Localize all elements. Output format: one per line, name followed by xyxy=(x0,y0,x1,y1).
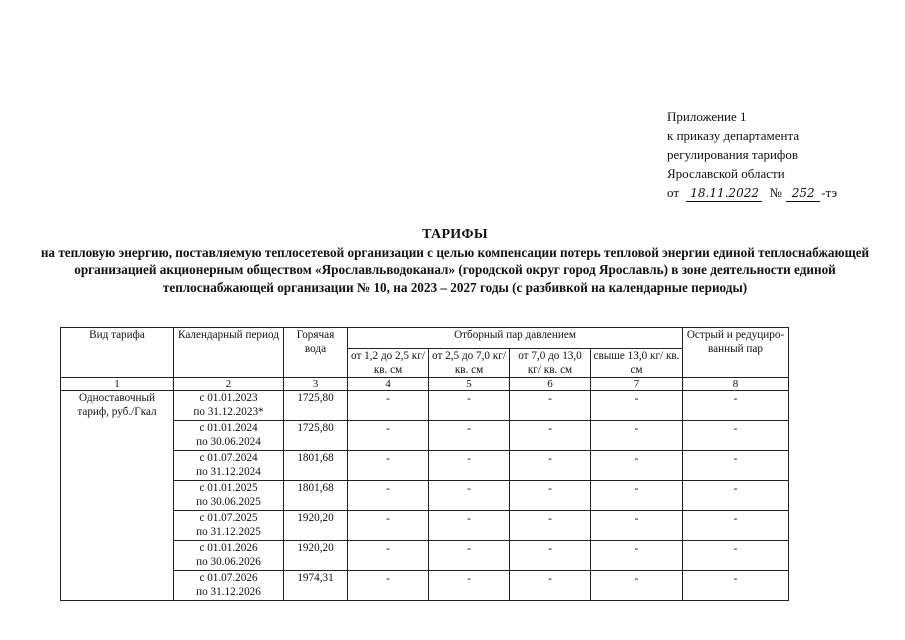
header-sharp-steam: Острый и редуциро-ванный пар xyxy=(683,328,789,378)
steam-sharp-value: - xyxy=(683,571,789,601)
appendix-date-number-line xyxy=(667,183,837,202)
period-to: по 31.12.2023* xyxy=(193,406,264,418)
hot-water-value: 1725,80 xyxy=(284,421,348,451)
steam-p1-value: - xyxy=(348,451,429,481)
steam-p3-value: - xyxy=(510,421,591,451)
handwritten-number: 252 xyxy=(786,186,820,202)
appendix-order-line: к приказу департамента xyxy=(667,128,800,143)
number-sign: № xyxy=(769,185,782,200)
appendix-department-line: регулирования тарифов xyxy=(667,147,798,162)
column-number: 6 xyxy=(510,378,591,391)
tariff-kind-cell: Одноставочный тариф, руб./Гкал xyxy=(61,391,174,601)
period-cell xyxy=(174,541,284,571)
steam-sharp-value: - xyxy=(683,541,789,571)
period-to: по 30.06.2025 xyxy=(196,496,261,508)
period-from: с 01.07.2024 xyxy=(199,452,258,464)
steam-p3-value: - xyxy=(510,451,591,481)
steam-p4-value: - xyxy=(591,571,683,601)
steam-sharp-value: - xyxy=(683,451,789,481)
steam-p3-value: - xyxy=(510,481,591,511)
handwritten-date: 18.11.2022 xyxy=(686,186,762,202)
period-to: по 30.06.2024 xyxy=(196,436,261,448)
steam-p3-value: - xyxy=(510,541,591,571)
period-from: с 01.07.2025 xyxy=(199,512,258,524)
column-number: 4 xyxy=(348,378,429,391)
steam-p4-value: - xyxy=(591,451,683,481)
column-number-row xyxy=(61,378,789,391)
period-to: по 30.06.2026 xyxy=(196,556,261,568)
steam-sharp-value: - xyxy=(683,391,789,421)
document-title: ТАРИФЫ xyxy=(422,227,488,242)
appendix-header xyxy=(667,107,837,202)
steam-p2-value: - xyxy=(429,541,510,571)
hot-water-value: 1920,20 xyxy=(284,511,348,541)
period-from: с 01.07.2026 xyxy=(199,572,258,584)
steam-p3-value: - xyxy=(510,391,591,421)
period-to: по 31.12.2025 xyxy=(196,526,261,538)
appendix-title: Приложение 1 xyxy=(667,109,747,124)
column-number: 1 xyxy=(61,378,174,391)
period-from: с 01.01.2025 xyxy=(199,482,258,494)
period-to: по 31.12.2024 xyxy=(196,466,261,478)
hot-water-value: 1725,80 xyxy=(284,391,348,421)
period-cell xyxy=(174,481,284,511)
hot-water-value: 1920,20 xyxy=(284,541,348,571)
steam-p3-value: - xyxy=(510,511,591,541)
period-cell xyxy=(174,571,284,601)
column-number: 8 xyxy=(683,378,789,391)
steam-p2-value: - xyxy=(429,511,510,541)
steam-p4-value: - xyxy=(591,481,683,511)
period-from: с 01.01.2026 xyxy=(199,542,258,554)
steam-p1-value: - xyxy=(348,541,429,571)
hot-water-value: 1801,68 xyxy=(284,481,348,511)
column-number: 3 xyxy=(284,378,348,391)
steam-p4-value: - xyxy=(591,421,683,451)
header-tariff-kind: Вид тарифа xyxy=(61,328,174,378)
date-prefix: от xyxy=(667,185,680,200)
header-steam-7-0-to-13-0: от 7,0 до 13,0 кг/ кв. см xyxy=(510,349,591,378)
period-cell xyxy=(174,391,284,421)
steam-sharp-value: - xyxy=(683,421,789,451)
steam-p2-value: - xyxy=(429,571,510,601)
steam-p2-value: - xyxy=(429,451,510,481)
steam-p1-value: - xyxy=(348,391,429,421)
period-from: с 01.01.2024 xyxy=(199,422,258,434)
appendix-region-line: Ярославской области xyxy=(667,166,785,181)
header-steam-2-5-to-7-0: от 2,5 до 7,0 кг/ кв. см xyxy=(429,349,510,378)
header-hot-water: Горячая вода xyxy=(284,328,348,378)
table-row xyxy=(61,391,789,421)
period-to: по 31.12.2026 xyxy=(196,586,261,598)
number-suffix: -тэ xyxy=(821,185,838,200)
steam-sharp-value: - xyxy=(683,481,789,511)
steam-p4-value: - xyxy=(591,391,683,421)
header-selected-steam: Отборный пар давлением xyxy=(348,328,683,349)
steam-p1-value: - xyxy=(348,481,429,511)
column-number: 7 xyxy=(591,378,683,391)
hot-water-value: 1801,68 xyxy=(284,451,348,481)
tariff-table xyxy=(60,327,789,601)
period-cell xyxy=(174,511,284,541)
steam-p2-value: - xyxy=(429,421,510,451)
steam-p1-value: - xyxy=(348,511,429,541)
steam-p1-value: - xyxy=(348,421,429,451)
header-calendar-period: Календарный период xyxy=(174,328,284,378)
hot-water-value: 1974,31 xyxy=(284,571,348,601)
document-title-block xyxy=(40,226,870,296)
steam-p1-value: - xyxy=(348,571,429,601)
steam-p3-value: - xyxy=(510,571,591,601)
document-subtitle: на тепловую энергию, поставляемую теплосетевой организации с целью компенсации потерь тепловой энергии единой теплоснабжающей организацией акционерным обществом «Ярославльводоканал» (городской округ город Ярославль) в зоне деятельности единой теплоснабжающей организации № 10, на 2023 – 2027 годы (с разбивкой на календарные периоды) xyxy=(40,244,870,295)
steam-sharp-value: - xyxy=(683,511,789,541)
steam-p4-value: - xyxy=(591,511,683,541)
column-number: 5 xyxy=(429,378,510,391)
period-cell xyxy=(174,451,284,481)
steam-p2-value: - xyxy=(429,391,510,421)
header-steam-over-13-0: свыше 13,0 кг/ кв. см xyxy=(591,349,683,378)
steam-p2-value: - xyxy=(429,481,510,511)
period-cell xyxy=(174,421,284,451)
column-number: 2 xyxy=(174,378,284,391)
period-from: с 01.01.2023 xyxy=(199,392,258,404)
steam-p4-value: - xyxy=(591,541,683,571)
header-steam-1-2-to-2-5: от 1,2 до 2,5 кг/ кв. см xyxy=(348,349,429,378)
